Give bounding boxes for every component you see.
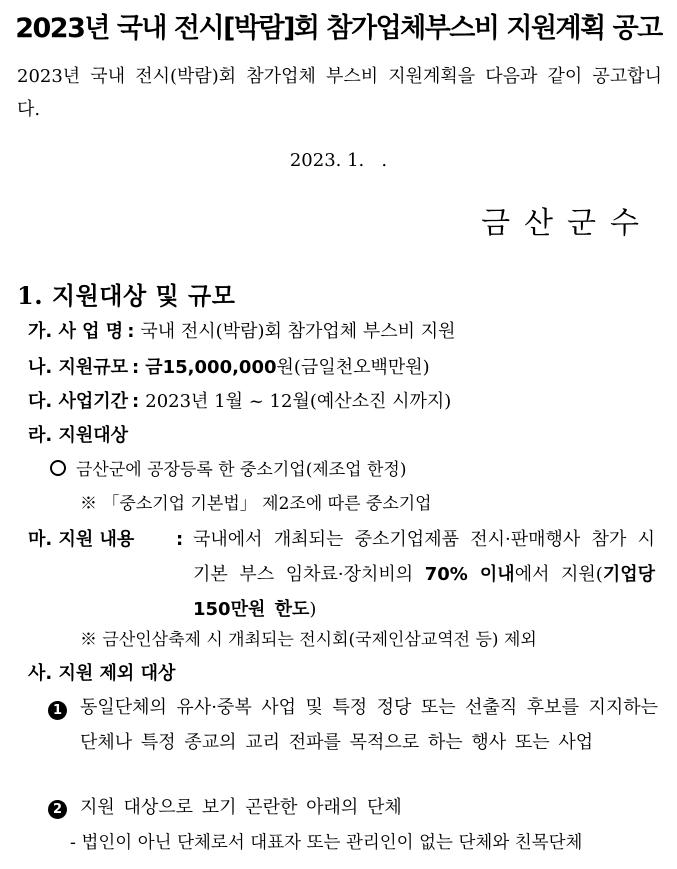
item-da-label: 다. 사업기간 (28, 391, 129, 412)
item-sa-exclusion-2: 지원 대상으로 보기 곤란한 아래의 단체 (80, 797, 402, 818)
announcement-date: 2023. 1. . (289, 150, 388, 171)
number-1-bullet-icon: 1 (48, 701, 67, 720)
item-ra-note: ※ 「중소기업 기본법」 제2조에 따른 중소기업 (80, 494, 432, 514)
document-title: 2023년 국내 전시[박람]회 참가업체부스비 지원계획 공고 (15, 13, 662, 44)
item-ra-target (50, 458, 406, 482)
item-ga-label: 가. 사 업 명 (28, 321, 124, 342)
item-na-value: 원(금일천오백만원) (276, 357, 430, 378)
item-ga-colon: : (127, 321, 135, 342)
intro-paragraph: 2023년 국내 전시(박람)회 참가업체 부스비 지원계획을 다음과 같이 공고합니다. (17, 66, 662, 120)
item-ma-text-3: ) (309, 599, 317, 620)
item-ma-colon: : (176, 529, 184, 550)
item-sa (28, 662, 175, 686)
item-ma-label: 마. 지원 내용 (28, 529, 135, 550)
issuer-name: 금산군수 (481, 206, 653, 241)
item-ra (28, 424, 128, 448)
hollow-circle-bullet-icon (50, 460, 66, 476)
item-na-label: 나. 지원규모 (28, 357, 129, 378)
item-da-colon: : (132, 391, 140, 412)
item-ra-label: 라. 지원대상 (28, 425, 129, 446)
item-ma-rate: 70% 이내 (424, 564, 515, 585)
item-ma-limit: 기업당 150만원 한도 (193, 564, 656, 620)
item-na-colon: : (132, 357, 140, 378)
item-ga-value: 국내 전시(박람)회 참가업체 부스비 지원 (140, 321, 456, 342)
item-da (28, 390, 451, 414)
item-da-value: 2023년 1월 ~ 12월(예산소진 시까지) (145, 391, 452, 412)
item-na (28, 356, 430, 380)
item-sa-exclusion-1: 동일단체의 유사·중복 사업 및 특정 정당 또는 선출직 후보를 지지하는 단체나 특정 종교의 교리 전파를 목적으로 하는 행사 또는 사업 (80, 697, 658, 753)
section-title: 1. 지원대상 및 규모 (17, 281, 236, 310)
item-sa-label: 사. 지원 제외 대상 (28, 663, 176, 684)
item-sa-dash-item: - 법인이 아닌 단체로서 대표자 또는 관리인이 없는 단체와 친목단체 (70, 833, 583, 853)
item-ma-body (193, 522, 655, 627)
item-ra-target-text: 금산군에 공장등록 한 중소기업(제조업 한정) (76, 460, 407, 480)
number-2-bullet-icon: 2 (48, 800, 67, 819)
item-ga (28, 320, 456, 344)
item-na-amount: 금15,000,000 (145, 357, 277, 378)
item-ma-note: ※ 금산인삼축제 시 개최되는 전시회(국제인삼교역전 등) 제외 (80, 630, 537, 650)
item-ma-text-2: 에서 지원( (514, 564, 603, 585)
item-ma-text-1: 국내에서 개최되는 중소기업제품 전시·판매행사 참가 시 기본 부스 임차료·장치비의 (193, 529, 655, 585)
item-ma-label-row (28, 528, 134, 552)
